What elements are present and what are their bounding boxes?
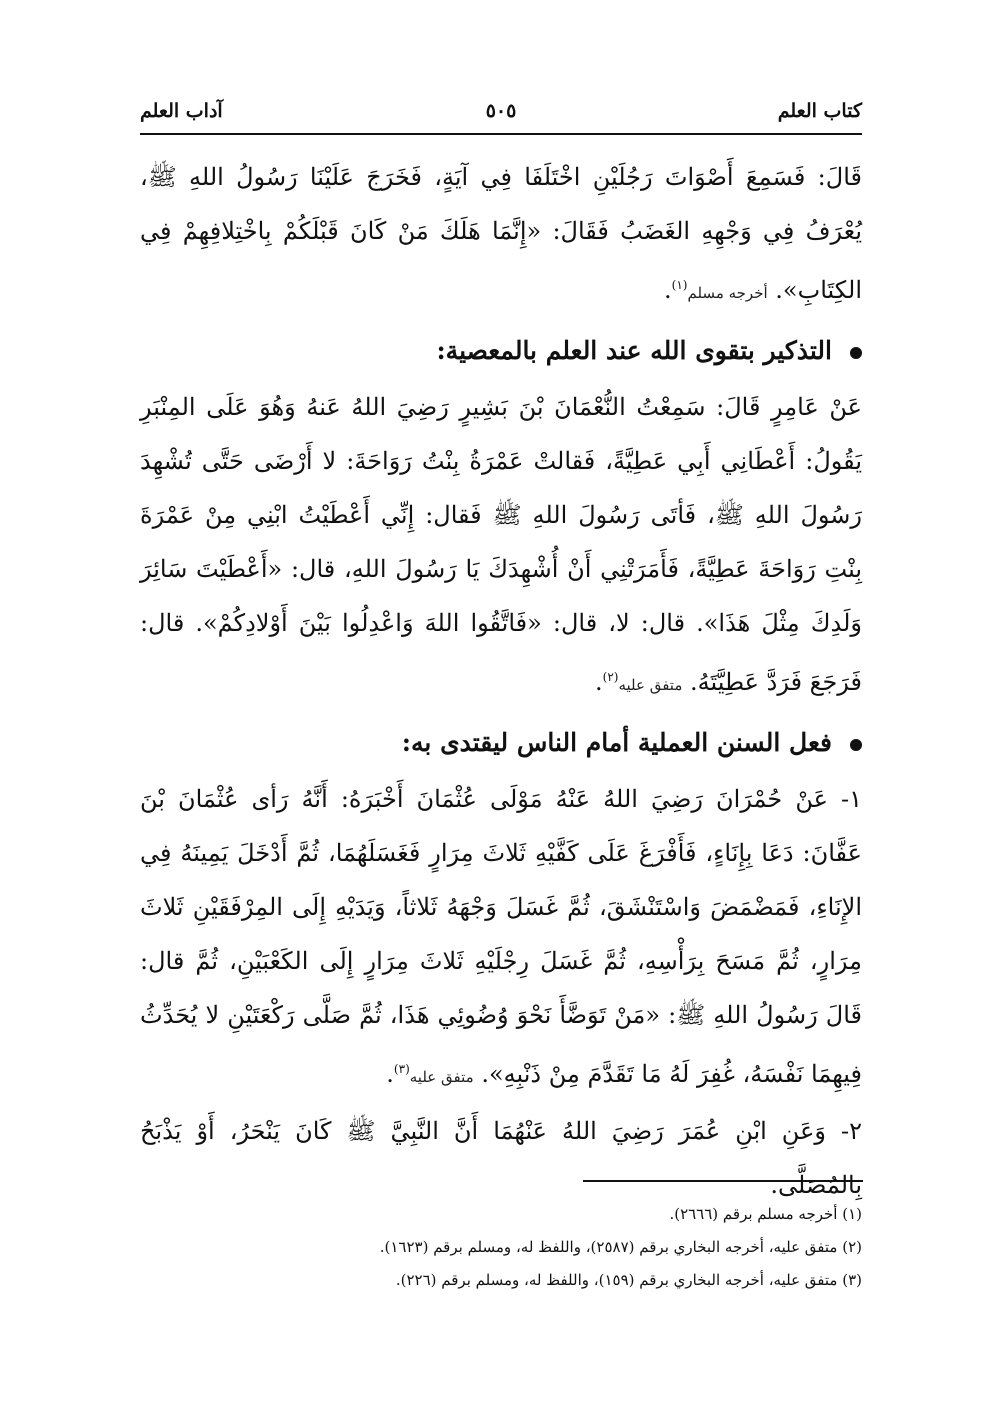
bullet-icon (850, 347, 862, 359)
section-heading-text: التذكير بتقوى الله عند العلم بالمعصية: (436, 336, 832, 365)
page-body (140, 150, 862, 1212)
page-number: ٥٠٥ (485, 100, 517, 122)
header-divider (140, 133, 862, 135)
section-heading-sunan (140, 714, 862, 772)
footnote-ref-3[interactable]: (٣) (393, 1062, 410, 1076)
numbered-item-2 (140, 1104, 862, 1212)
hadith-source: متفق عليه (409, 1068, 474, 1086)
footnote-2: (٢) متفق عليه، أخرجه البخاري برقم (٢٥٨٧)، واللفظ له، ومسلم برقم (١٦٢٣). (379, 1238, 862, 1256)
hadith-text: قَالَ: فَسَمِعَ أَصْوَاتَ رَجُلَيْنِ اخْتَلَفَا فِي آيَةٍ، فَخَرَجَ عَلَيْنَا رَسُولُ اللهِ ﷺ، يُعْرَفُ فِي وَجْهِهِ الغَضَبُ فَقَالَ: «إِنَّمَا هَلَكَ مَنْ كَانَ قَبْلَكُمْ بِاخْتِلافِهِمْ فِي الكِتَابِ». (140, 163, 862, 304)
hadith-text: وَعَنِ ابْنِ عُمَرَ رَضِيَ اللهُ عَنْهُمَا أَنَّ النَّبِيَّ ﷺ كَانَ يَنْحَرُ، أَوْ يَذْبَحُ بِالمُصَلَّى. (140, 1117, 862, 1199)
hadith-text: عَنْ حُمْرَانَ رَضِيَ اللهُ عَنْهُ مَوْلَى عُثْمَانَ أَخْبَرَهُ: أَنَّهُ رَأى عُثْمَانَ بْنَ عَفَّانَ: دَعَا بِإِنَاءٍ، فَأَفْرَغَ عَلَى كَفَّيْهِ ثَلاثَ مِرَارٍ فَغَسَلَهُمَا، ثُمَّ أَدْخَلَ يَمِينَهُ فِي الإِنَاءِ، فَمَضْمَضَ وَاسْتَنْشَقَ، ثُمَّ غَسَلَ وَجْهَهُ ثَلاثاً، وَيَدَيْهِ إِلَى المِرْفَقَيْنِ ثَلاثَ مِرَارٍ، ثُمَّ مَسَحَ بِرَأْسِهِ، ثُمَّ غَسَلَ رِجْلَيْهِ ثَلاثَ مِرَارٍ إِلَى الكَعْبَيْنِ، ثُمَّ قال: قَالَ رَسُولُ اللهِ ﷺ: «مَنْ تَوَضَّأَ نَحْوَ وُضُوئِي هَذَا، ثُمَّ صَلَّى رَكْعَتَيْنِ لا يُحَدِّثُ فِيهِمَا نَفْسَهُ، غُفِرَ لَهُ مَا تَقَدَّمَ مِنْ ذَنْبِهِ». (140, 785, 862, 1088)
footnote-divider (583, 1180, 863, 1182)
item-number: ١- (841, 785, 863, 813)
item-number: ٢- (841, 1117, 862, 1145)
footnote-ref-1[interactable]: (١) (671, 278, 688, 292)
hadith-source: متفق عليه (618, 676, 683, 694)
paragraph-hadith-2: عَنْ عَامِرٍ قَالَ: سَمِعْتُ النُّعْمَانَ بْنَ بَشِيرٍ رَضِيَ اللهُ عَنهُ وَهُوَ عَلَى المِنْبَرِ يَقُولُ: أَعْطَانِي أَبِي عَطِيَّةً، فَقالتْ عَمْرَةُ بِنْتُ رَوَاحَةَ: لا أَرْضَى حَتَّى تُشْهِدَ رَسُولَ اللهِ ﷺ، فَأتَى رَسُولَ اللهِ ﷺ فَقال: إِنِّي أَعْطَيْتُ ابْنِي مِنْ عَمْرَةَ بِنْتِ رَوَاحَةَ عَطِيَّةً، فَأَمَرَتْنِي أَنْ أُشْهِدَكَ يَا رَسُولَ اللهِ، قال: «أَعْطَيْتَ سَائِرَ وَلَدِكَ مِثْلَ هَذَا». قال: لا، قال: «فَاتَّقُوا اللهَ وَاعْدِلُوا بَيْنَ أَوْلادِكُمْ». قال: فَرَجَعَ فَرَدَّ عَطِيَّتَهُ. متفق عليه$^{(٢)}$. (140, 393, 862, 696)
footnote-ref-2[interactable]: (٢) (602, 670, 619, 684)
hadith-text: عَنْ عَامِرٍ قَالَ: سَمِعْتُ النُّعْمَانَ بْنَ بَشِيرٍ رَضِيَ اللهُ عَنهُ وَهُوَ عَلَى المِنْبَرِ يَقُولُ: أَعْطَانِي أَبِي عَطِيَّةً، فَقالتْ عَمْرَةُ بِنْتُ رَوَاحَةَ: لا أَرْضَى حَتَّى تُشْهِدَ رَسُولَ اللهِ ﷺ، فَأتَى رَسُولَ اللهِ ﷺ فَقال: إِنِّي أَعْطَيْتُ ابْنِي مِنْ عَمْرَةَ بِنْتِ رَوَاحَةَ عَطِيَّةً، فَأَمَرَتْنِي أَنْ أُشْهِدَكَ يَا رَسُولَ اللهِ، قال: «أَعْطَيْتَ سَائِرَ وَلَدِكَ مِثْلَ هَذَا». قال: لا، قال: «فَاتَّقُوا اللهَ وَاعْدِلُوا بَيْنَ أَوْلادِكُمْ». قال: فَرَجَعَ فَرَدَّ عَطِيَّتَهُ. (140, 393, 862, 696)
paragraph-hadith-1: قَالَ: فَسَمِعَ أَصْوَاتَ رَجُلَيْنِ اخْتَلَفَا فِي آيَةٍ، فَخَرَجَ عَلَيْنَا رَسُولُ اللهِ ﷺ، يُعْرَفُ فِي وَجْهِهِ الغَضَبُ فَقَالَ: «إِنَّمَا هَلَكَ مَنْ كَانَ قَبْلَكُمْ بِاخْتِلافِهِمْ فِي الكِتَابِ». أخرجه مسلم$^{(١)}$. (140, 163, 862, 304)
footnotes (140, 1198, 862, 1297)
section-heading-text: فعل السنن العملية أمام الناس ليقتدى به: (401, 728, 832, 757)
footnote-3: (٣) متفق عليه، أخرجه البخاري برقم (١٥٩)، واللفظ له، ومسلم برقم (٢٢٦). (395, 1271, 862, 1289)
page-header (140, 96, 862, 130)
hadith-source: أخرجه مسلم (687, 284, 768, 302)
bullet-icon (850, 739, 862, 751)
section-heading-taqwa (140, 322, 862, 380)
numbered-item-1: ١- عَنْ حُمْرَانَ رَضِيَ اللهُ عَنْهُ مَوْلَى عُثْمَانَ أَخْبَرَهُ: أَنَّهُ رَأى عُثْمَانَ بْنَ عَفَّانَ: دَعَا بِإِنَاءٍ، فَأَفْرَغَ عَلَى كَفَّيْهِ ثَلاثَ مِرَارٍ فَغَسَلَهُمَا، ثُمَّ أَدْخَلَ يَمِينَهُ فِي الإِنَاءِ، فَمَضْمَضَ وَاسْتَنْشَقَ، ثُمَّ غَسَلَ وَجْهَهُ ثَلاثاً، وَيَدَيْهِ إِلَى المِرْفَقَيْنِ ثَلاثَ مِرَارٍ، ثُمَّ مَسَحَ بِرَأْسِهِ، ثُمَّ غَسَلَ رِجْلَيْهِ ثَلاثَ مِرَارٍ إِلَى الكَعْبَيْنِ، ثُمَّ قال: قَالَ رَسُولُ اللهِ ﷺ: «مَنْ تَوَضَّأَ نَحْوَ وُضُوئِي هَذَا، ثُمَّ صَلَّى رَكْعَتَيْنِ لا يُحَدِّثُ فِيهِمَا نَفْسَهُ، غُفِرَ لَهُ مَا تَقَدَّمَ مِنْ ذَنْبِهِ». متفق عليه$^{(٣)}$. (140, 785, 863, 1088)
chapter-title: آداب العلم (140, 100, 223, 122)
footnote-1: (١) أخرجه مسلم برقم (٢٦٦٦). (669, 1205, 862, 1223)
book-title: كتاب العلم (777, 100, 862, 122)
